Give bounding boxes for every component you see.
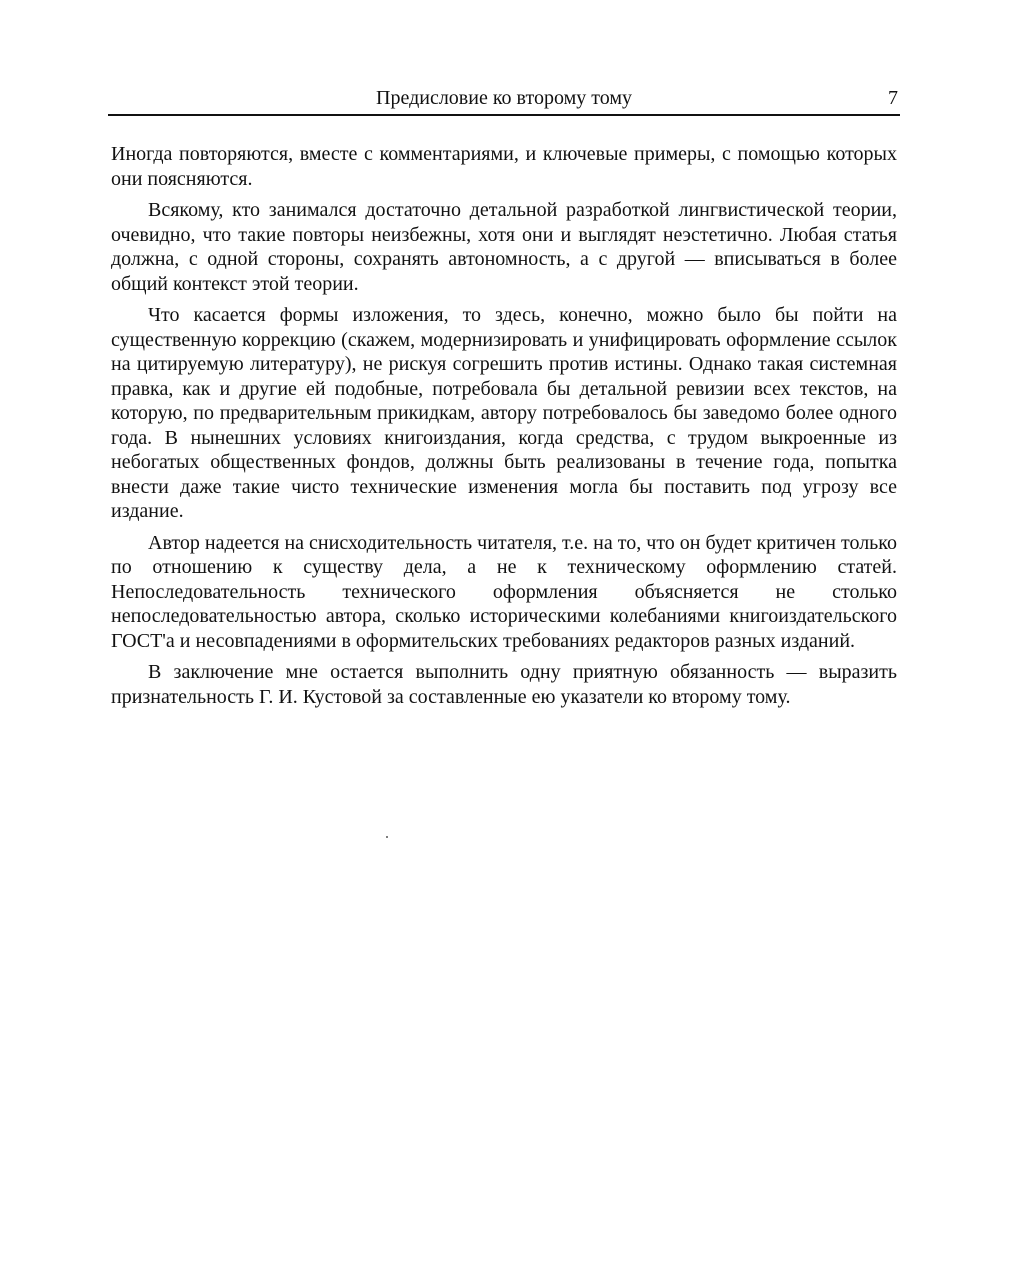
paragraph-5: В заключение мне остается выполнить одну приятную обязанность — выразить признательность Г. И. Кустовой за составленные ею указатели ко второму тому. <box>111 661 897 708</box>
running-head <box>108 86 900 116</box>
paragraph-4: Автор надеется на снисходительность читателя, т.е. на то, что он будет критичен только по отношению к существу дела, а не к техническому оформлению статей. Непоследовательность технического оформления объясняется не столько непоследовательностью автора, сколько историческими колебаниями книгоиздательского ГОСТ'а и несовпадениями в оформительских требованиях редакторов разных изданий. <box>111 531 897 652</box>
page-number: 7 <box>888 87 898 109</box>
paragraph-1: Иногда повторяются, вместе с комментариями, и ключевые примеры, с помощью которых они поясняются. <box>111 143 897 190</box>
body-text <box>111 142 897 716</box>
running-title: Предисловие ко второму тому <box>376 87 632 109</box>
paragraph-3: Что касается формы изложения, то здесь, конечно, можно было бы пойти на существенную коррекцию (скажем, модернизировать и унифицировать оформление ссылок на цитируемую литературу), не рискуя согрешить против истины. Однако такая системная правка, как и другие ей подобные, потребовала бы детальной ревизии всех текстов, на которую, по предварительным прикидкам, автору потребовалось бы заведомо более одного года. В нынешних условиях книгоиздания, когда средства, с трудом выкроенные из небогатых общественных фондов, должны быть реализованы в течение года, попытка внести даже такие чисто технические изменения могла бы поставить под угрозу все издание. <box>111 304 897 522</box>
paragraph-2: Всякому, кто занимался достаточно детальной разработкой лингвистической теории, очевидно, что такие повторы неизбежны, хотя они и выглядят неэстетично. Любая статья должна, с одной стороны, сохранять автономность, а с другой — вписываться в более общий контекст этой теории. <box>111 199 897 295</box>
print-speck <box>386 836 388 838</box>
